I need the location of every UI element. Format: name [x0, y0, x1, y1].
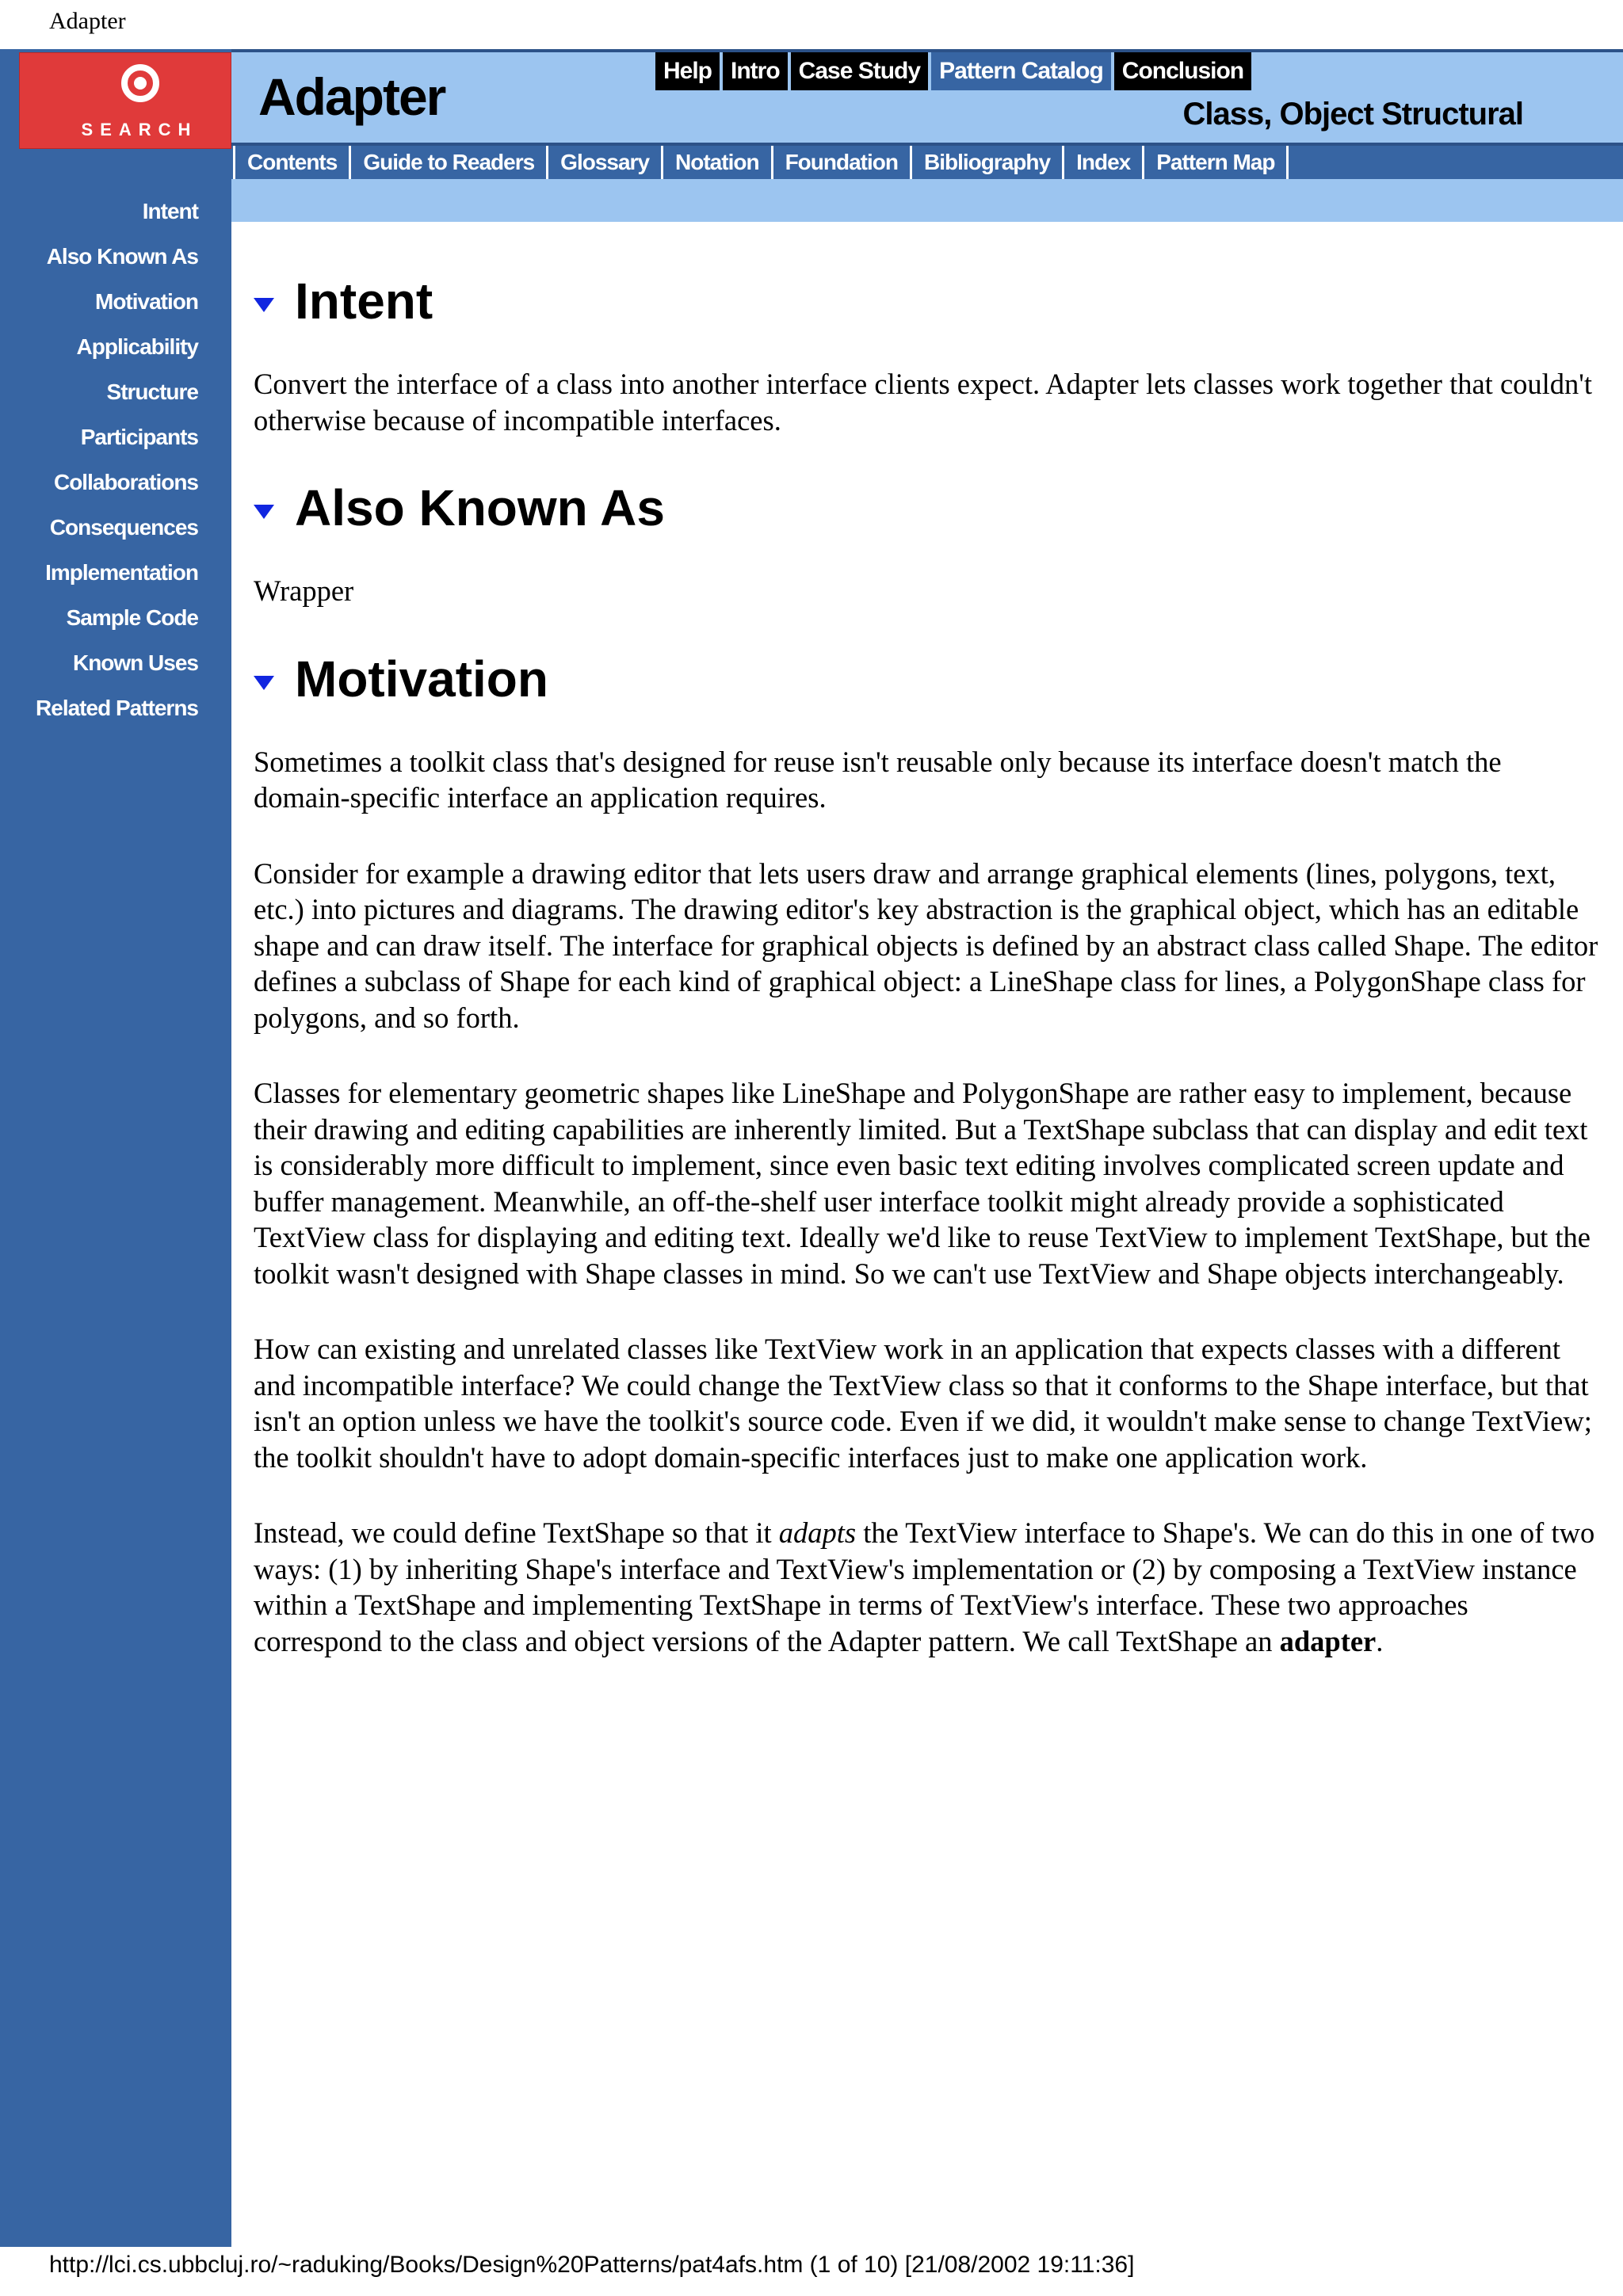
sidebar-item-structure[interactable]: Structure	[106, 379, 198, 404]
also-known-as-paragraph: Wrapper	[254, 574, 354, 607]
sidebar-item-collaborations[interactable]: Collaborations	[53, 470, 198, 494]
triangle-down-icon	[254, 676, 274, 690]
motivation-paragraph: Sometimes a toolkit class that's designed for reuse isn't reusable only because its interface doesn't match the domain-specific interface an application requires.	[254, 745, 1502, 814]
nav-notation[interactable]: Notation	[661, 146, 771, 179]
triangle-down-icon	[254, 505, 274, 519]
section-heading-also-known-as	[254, 476, 1601, 540]
heading-text: Intent	[295, 273, 433, 330]
page-title: Adapter	[258, 67, 445, 126]
nav-guide-to-readers[interactable]: Guide to Readers	[349, 146, 546, 179]
sidebar-item-intent[interactable]: Intent	[142, 199, 198, 223]
emphasis-adapts: adapts	[778, 1516, 857, 1549]
nav-foundation[interactable]: Foundation	[771, 146, 910, 179]
pattern-classification: Class, Object Structural	[1182, 97, 1523, 132]
section-nav	[0, 189, 198, 730]
print-footer-url: http://lci.cs.ubbcluj.ro/~raduking/Books/Design%20Patterns/pat4afs.htm (1 of 10) [21/08/2002 19:11:36]	[49, 2252, 1135, 2278]
text-run: Instead, we could define TextShape so that it	[254, 1516, 779, 1549]
intent-paragraph: Convert the interface of a class into another interface clients expect. Adapter lets classes work together that couldn't otherwise because of incompatible interfaces.	[254, 368, 1592, 437]
page-header	[231, 49, 1623, 143]
sidebar-item-also-known-as[interactable]: Also Known As	[46, 244, 198, 269]
search-logo[interactable]	[19, 52, 231, 149]
nav-contents[interactable]: Contents	[233, 146, 349, 179]
nav-index[interactable]: Index	[1062, 146, 1142, 179]
sidebar-item-sample-code[interactable]: Sample Code	[66, 605, 198, 630]
heading-text: Motivation	[295, 650, 548, 707]
sidebar-item-participants[interactable]: Participants	[80, 425, 198, 449]
header-spacer-bar	[231, 179, 1623, 222]
top-tab-bar	[655, 52, 1251, 90]
motivation-paragraph: How can existing and unrelated classes like TextView work in an application that expects classes with a different and incompatible interface? We could change the TextView class so that it conforms to the Shape interface, but that isn't an option unless we have the toolkit's source code. Even if we did, it wouldn't make sense to change TextView; the toolkit shouldn't have to adopt domain-specific interfaces just to make one application work.	[254, 1333, 1592, 1474]
motivation-paragraph: Classes for elementary geometric shapes like LineShape and PolygonShape are rather easy to implement, because their drawing and editing capabilities are inherently limited. But a TextShape subclass that can display and edit text is considerably more difficult to implement, since even basic text editing involves complicated screen update and buffer management. Meanwhile, an off-the-shelf user interface toolkit might already provide a sophisticated TextView class for displaying and editing text. Ideally we'd like to reuse TextView to implement TextShape, but the toolkit wasn't designed with Shape classes in mind. So we can't use TextView and Shape objects interchangeably.	[254, 1077, 1591, 1290]
main-content	[254, 269, 1601, 1659]
section-heading-motivation	[254, 647, 1601, 711]
tab-pattern-catalog[interactable]: Pattern Catalog	[931, 52, 1111, 90]
text-run: .	[1376, 1624, 1384, 1657]
sidebar-item-implementation[interactable]: Implementation	[45, 560, 198, 585]
tab-conclusion[interactable]: Conclusion	[1114, 52, 1251, 90]
print-header-title: Adapter	[49, 8, 126, 34]
triangle-down-icon	[254, 298, 274, 312]
text-run: the TextView interface to Shape's. We can do this in one of two ways: (1) by inheriting Shape's interface and TextView's implementation or (2) by composing a TextView instance within a TextShape and implementing TextShape in terms of TextView's interface. These two approaches correspond to the class and object versions of the Adapter pattern. We call TextShape an	[254, 1516, 1595, 1657]
nav-bibliography[interactable]: Bibliography	[910, 146, 1062, 179]
sidebar-item-known-uses[interactable]: Known Uses	[72, 650, 198, 675]
nav-glossary[interactable]: Glossary	[546, 146, 661, 179]
search-logo-label: SEARCH	[81, 120, 198, 139]
section-heading-intent	[254, 269, 1601, 333]
term-adapter: adapter	[1279, 1624, 1377, 1657]
tab-intro[interactable]: Intro	[723, 52, 788, 90]
sub-nav-bar	[231, 146, 1623, 179]
sidebar-item-applicability[interactable]: Applicability	[76, 334, 198, 359]
motivation-paragraph	[254, 1515, 1601, 1659]
sidebar-item-related-patterns[interactable]: Related Patterns	[36, 696, 198, 720]
sub-nav-items	[233, 146, 1289, 179]
tab-case-study[interactable]: Case Study	[791, 52, 928, 90]
sidebar-item-consequences[interactable]: Consequences	[49, 515, 198, 540]
nav-pattern-map[interactable]: Pattern Map	[1142, 146, 1289, 179]
target-icon	[121, 64, 159, 102]
tab-help[interactable]: Help	[655, 52, 720, 90]
motivation-paragraph: Consider for example a drawing editor that lets users draw and arrange graphical elements (lines, polygons, text, etc.) into pictures and diagrams. The drawing editor's key abstraction is the graphical object, which has an editable shape and can draw itself. The interface for graphical objects is defined by an abstract class called Shape. The editor defines a subclass of Shape for each kind of graphical object: a LineShape class for lines, a PolygonShape class for polygons, and so forth.	[254, 856, 1598, 1034]
sidebar-item-motivation[interactable]: Motivation	[95, 289, 198, 314]
sidebar	[0, 49, 231, 2247]
heading-text: Also Known As	[295, 479, 665, 536]
